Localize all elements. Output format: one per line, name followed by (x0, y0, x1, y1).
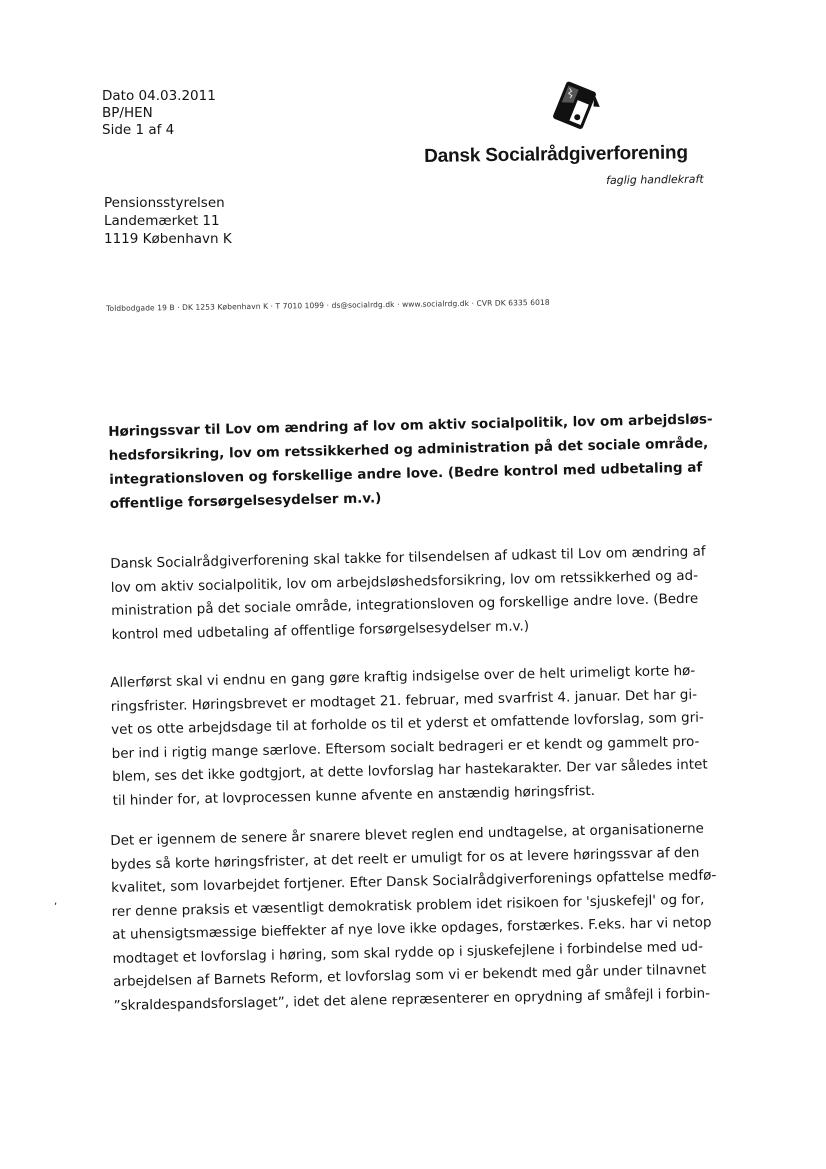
text-line: ber ind i rigtig mange særlove. Eftersom socialt bedrageri er et kendt og gammelt pro- (111, 733, 700, 762)
text-line: kontrol med udbetaling af offentlige forsørgelsesydelser m.v.) (111, 617, 530, 643)
recipient-address (104, 194, 232, 248)
subject-line: hedsforsikring, lov om retssikkerhed og administration på det sociale område, (108, 435, 709, 464)
contact-line: Toldbodgade 19 B · DK 1253 København K · T 7010 1099 · ds@socialrdg.dk · www.socialrdg.dk · CVR DK 6335 6018 (106, 297, 550, 313)
subject-heading (108, 407, 720, 516)
letter-date: Dato 04.03.2011 (102, 88, 216, 104)
letter-reference: BP/HEN (102, 105, 153, 121)
text-line: kvalitet, som lovarbejdet fortjener. Efter Dansk Socialrådgiverforenings opfattelse medfø- (111, 867, 717, 896)
text-line: Det er igennem de senere år snarere blevet reglen end undtagelse, at organisationerne (110, 820, 705, 849)
text-line: modtaget et lovforslag i høring, som skal rydde op i sjuskefejlene i forbindelse med ud- (112, 938, 704, 967)
margin-mark: , (54, 896, 58, 907)
subject-line: integrationsloven og forskellige andre love. (Bedre kontrol med udbetaling af (109, 459, 703, 488)
subject-line: offentlige forsørgelsesydelser m.v.) (109, 490, 382, 512)
subject-line: Høringssvar til Lov om ændring af lov om aktiv socialpolitik, lov om arbejdsløs- (108, 411, 713, 440)
text-line: ”skraldespandsforslaget”, idet det alene repræsenterer en oprydning af småfejl i forbin- (113, 984, 711, 1014)
text-line: Dansk Socialrådgiverforening skal takke for tilsendelsen af udkast til Lov om ændring af (110, 543, 706, 572)
org-tagline: faglig handlekraft (606, 172, 704, 187)
org-name: Dansk Socialrådgiverforening (424, 142, 688, 167)
text-line: ringsfrister. Høringsbrevet er modtaget 21. februar, med svarfrist 4. januar. Det har gi- (110, 686, 698, 715)
letter-meta (102, 88, 216, 139)
body-paragraph-1 (110, 540, 722, 647)
recipient-city: 1119 København K (104, 231, 232, 247)
text-line: vet os otte arbejdsdage til at forholde os til et yderst et omfattende lovforslag, som gri- (111, 709, 705, 738)
recipient-street: Landemærket 11 (104, 213, 220, 229)
recipient-name: Pensionsstyrelsen (104, 195, 225, 211)
body-paragraph-3 (110, 817, 724, 1018)
text-line: blem, ses det ikke godtgjort, at dette lovforslag har hastekarakter. Der var således intet (112, 756, 708, 785)
text-line: at uhensigtsmæssige bieffekter af nye love ikke opdages, forstærkes. F.eks. har vi netop (112, 914, 712, 943)
org-logo-icon (548, 78, 604, 136)
text-line: lov om aktiv socialpolitik, lov om arbejdsløshedsforsikring, lov om retssikkerhed og ad- (110, 567, 699, 596)
text-line: ministration på det sociale område, integrationsloven og forskellige andre love. (Bedre (111, 590, 699, 619)
text-line: Allerførst skal vi endnu en gang gøre kraftig indsigelse over de helt urimeligt korte hø- (110, 662, 696, 691)
text-line: til hinder for, at lovprocessen kunne afvente en anstændig høringsfrist. (112, 782, 596, 809)
text-line: bydes så korte høringsfrister, at det reelt er umuligt for os at levere høringssvar af den (110, 844, 700, 873)
text-line: rer denne praksis et væsentligt demokratisk problem idet risikoen for 'sjuskefejl' og for, (111, 891, 705, 920)
page-indicator: Side 1 af 4 (102, 122, 175, 138)
body-paragraph-2 (110, 659, 723, 813)
text-line: arbejdelsen af Barnets Reform, et lovforslag som vi er bekendt med går under tilnavnet (113, 961, 707, 990)
